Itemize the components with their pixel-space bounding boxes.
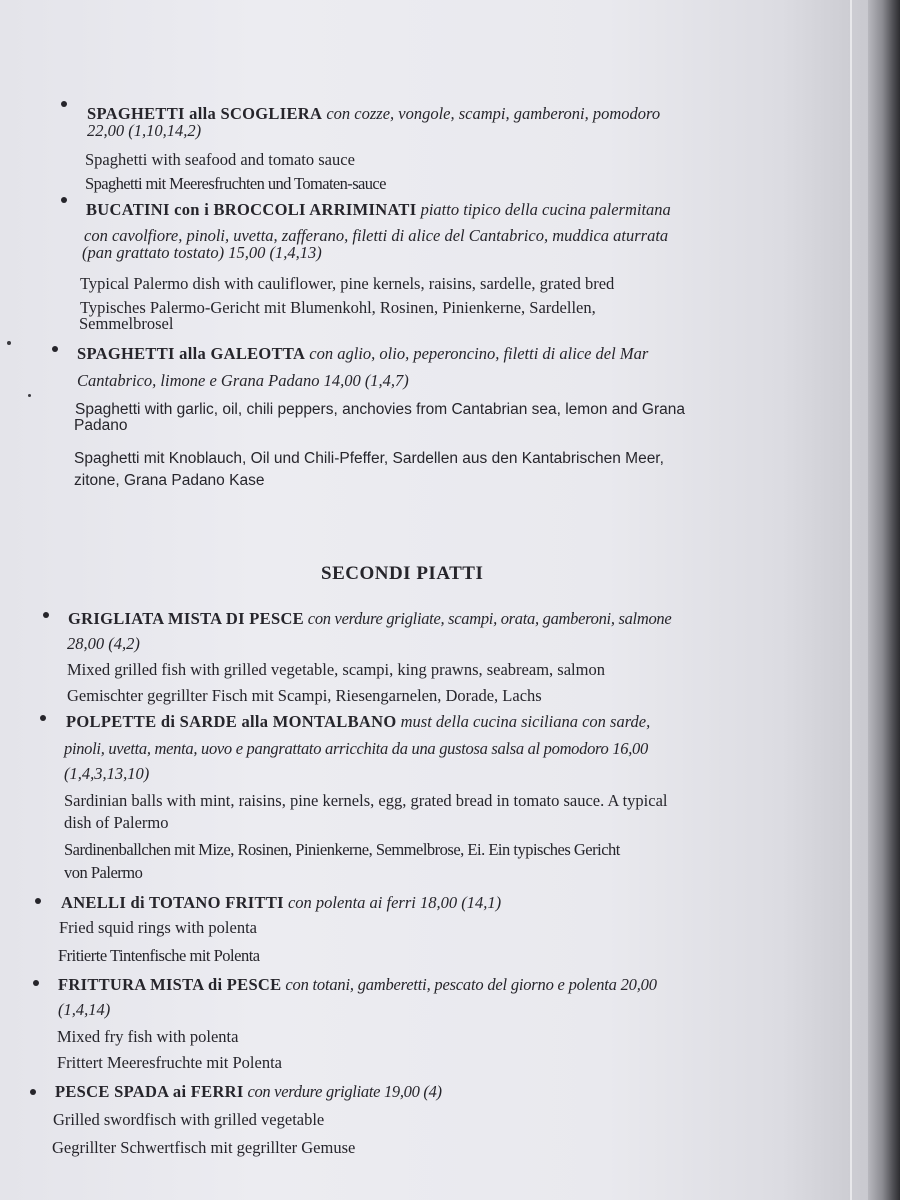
bullet-icon bbox=[35, 898, 41, 904]
dish-name: SPAGHETTI alla SCOGLIERA bbox=[87, 104, 323, 123]
paper-speck bbox=[28, 394, 31, 397]
dish-english: Spaghetti with seafood and tomato sauce bbox=[85, 150, 355, 169]
dish-english: Mixed grilled fish with grilled vegetable, scampi, king prawns, seabream, salmon bbox=[67, 660, 605, 679]
dish-name: SPAGHETTI alla GALEOTTA bbox=[77, 344, 306, 363]
dish-price: Cantabrico, limone e Grana Padano 14,00 (1,4,7) bbox=[77, 371, 409, 390]
paper-speck bbox=[7, 341, 11, 345]
bullet-icon bbox=[30, 1089, 36, 1095]
dish-price: 22,00 (1,10,14,2) bbox=[87, 121, 202, 140]
dish-name: PESCE SPADA ai FERRI bbox=[55, 1082, 244, 1101]
dish-german-cont: Semmelbrosel bbox=[79, 314, 174, 333]
dish-name: ANELLI di TOTANO FRITTI bbox=[61, 893, 284, 912]
bullet-icon bbox=[33, 980, 39, 986]
dish-price: (pan grattato tostato) 15,00 (1,4,13) bbox=[82, 243, 322, 262]
dish-english-cont: Padano bbox=[74, 417, 128, 434]
dish-allergens: (1,4,3,13,10) bbox=[64, 764, 150, 783]
dish-german: Gemischter gegrillter Fisch mit Scampi, Riesengarnelen, Dorade, Lachs bbox=[67, 686, 542, 705]
dish-description: con totani, gamberetti, pescato del giorno e polenta 20,00 bbox=[285, 975, 657, 994]
dish-german: Frittert Meeresfruchte mit Polenta bbox=[57, 1053, 282, 1072]
dish-german: Spaghetti mit Meeresfruchten und Tomaten-sauce bbox=[85, 174, 386, 193]
dish-english-cont: dish of Palermo bbox=[64, 813, 169, 832]
dish-german: Typisches Palermo-Gericht mit Blumenkohl, Rosinen, Pinienkerne, Sardellen, bbox=[80, 298, 596, 317]
dish-english: Spaghetti with garlic, oil, chili peppers, anchovies from Cantabrian sea, lemon and Grana bbox=[75, 401, 685, 418]
dish-english: Fried squid rings with polenta bbox=[59, 918, 257, 937]
section-title: SECONDI PIATTI bbox=[321, 563, 484, 584]
dish-name: FRITTURA MISTA di PESCE bbox=[58, 975, 282, 994]
bullet-icon bbox=[52, 346, 58, 352]
dish-german-cont: von Palermo bbox=[64, 863, 143, 882]
dish-german: Spaghetti mit Knoblauch, Oil und Chili-Pfeffer, Sardellen aus den Kantabrischen Meer, bbox=[74, 450, 664, 467]
dish-description: con polenta ai ferri 18,00 (14,1) bbox=[287, 893, 502, 912]
dish-english: Grilled swordfisch with grilled vegetable bbox=[53, 1110, 325, 1129]
dish-german: Fritierte Tintenfische mit Polenta bbox=[58, 946, 260, 965]
dish-english: Typical Palermo dish with cauliflower, pine kernels, raisins, sardelle, grated bred bbox=[80, 274, 615, 293]
dish-german-cont: zitone, Grana Padano Kase bbox=[74, 472, 265, 489]
dish-name: POLPETTE di SARDE alla MONTALBANO bbox=[66, 712, 397, 731]
bullet-icon bbox=[61, 101, 67, 107]
dish-description: must della cucina siciliana con sarde, bbox=[400, 712, 651, 731]
dish-description: con verdure grigliate 19,00 (4) bbox=[247, 1082, 442, 1101]
sheet-protector-fold bbox=[850, 0, 852, 1200]
dish-description-cont: pinoli, uvetta, menta, uovo e pangrattato arricchita da una gustosa salsa al pomodoro 16,00 bbox=[64, 739, 648, 758]
dish-name: GRIGLIATA MISTA DI PESCE bbox=[68, 609, 304, 628]
dish-english: Mixed fry fish with polenta bbox=[57, 1027, 239, 1046]
dish-description: con aglio, olio, peperoncino, filetti di alice del Mar bbox=[309, 344, 649, 363]
dish-german: Gegrillter Schwertfisch mit gegrillter Gemuse bbox=[52, 1138, 356, 1157]
dish-german: Sardinenballchen mit Mize, Rosinen, Pinienkerne, Semmelbrose, Ei. Ein typisches Gericht bbox=[64, 840, 620, 859]
dish-description: con cozze, vongole, scampi, gamberoni, pomodoro bbox=[326, 104, 661, 123]
dish-name: BUCATINI con i BROCCOLI ARRIMINATI bbox=[86, 200, 417, 219]
binder-edge bbox=[868, 0, 900, 1200]
bullet-icon bbox=[61, 197, 67, 203]
bullet-icon bbox=[40, 715, 46, 721]
dish-price: 28,00 (4,2) bbox=[67, 634, 140, 653]
dish-english: Sardinian balls with mint, raisins, pine kernels, egg, grated bread in tomato sauce. A typical bbox=[64, 791, 668, 810]
dish-description: piatto tipico della cucina palermitana bbox=[420, 200, 671, 219]
bullet-icon bbox=[43, 612, 49, 618]
dish-description: con verdure grigliate, scampi, orata, gamberoni, salmone bbox=[307, 609, 672, 628]
dish-description-cont: con cavolfiore, pinoli, uvetta, zafferano, filetti di alice del Cantabrico, muddica aturrata bbox=[84, 226, 669, 245]
dish-allergens: (1,4,14) bbox=[58, 1000, 111, 1019]
